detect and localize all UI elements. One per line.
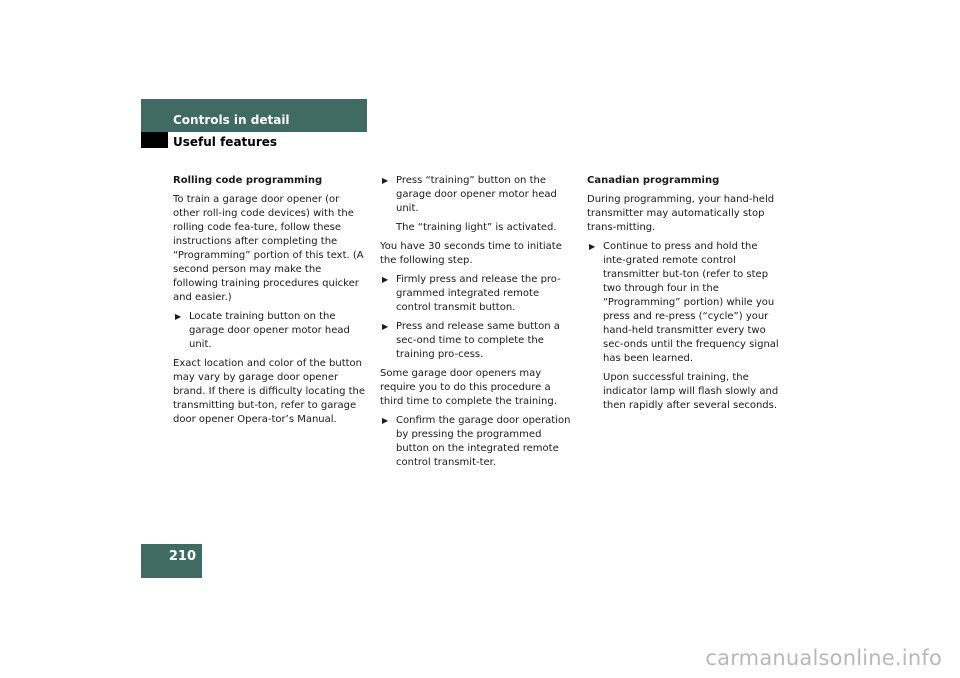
step-text: Firmly press and release the pro-grammed integrated remote control transmit button. [396, 274, 561, 313]
paragraph-heading: Canadian programming [587, 175, 720, 186]
body-paragraph: To train a garage door opener (or other roll-ing code devices) with the rolling code fea-ture, follow these instructions after completing the “Programming” portion of this text. (A second person may make the following training procedures quicker and easier.) [173, 194, 364, 303]
body-paragraph: Exact location and color of the button may vary by garage door opener brand. If there is difficulty locating the transmitting but-ton, refer to garage door opener Opera-tor’s Manual. [173, 358, 366, 425]
watermark-text: carmanualsonline.info [705, 646, 942, 670]
triangle-right-icon: ▶ [382, 416, 389, 425]
step-text: Press and release same button a sec-ond time to complete the training pro-cess. [396, 321, 560, 360]
paragraph-heading: Rolling code programming [173, 175, 323, 186]
subsection-title: Useful features [173, 135, 278, 149]
result-note: Upon successful training, the indicator lamp will flash slowly and then rapidly after several seconds. [603, 372, 779, 411]
step-text: Continue to press and hold the inte-grated remote control transmitter but-ton (refer to step two through four in the “Programming” portion) while you press and re-press (“cycle”) your hand-held transmitter every two sec-onds until the frequency signal has been learned. [603, 241, 779, 364]
body-paragraph: You have 30 seconds time to initiate the following step. [380, 241, 562, 266]
instruction-step [380, 414, 576, 470]
text-column-3 [587, 174, 783, 418]
step-text: Press “training” button on the garage door opener motor head unit. [396, 175, 557, 214]
triangle-right-icon: ▶ [382, 322, 389, 331]
instruction-step [380, 273, 576, 315]
result-note: The “training light” is activated. [396, 222, 557, 233]
step-text: Locate training button on the garage door opener motor head unit. [189, 311, 350, 350]
instruction-step [173, 310, 369, 352]
triangle-right-icon: ▶ [382, 176, 389, 185]
body-paragraph: During programming, your hand-held transmitter may automatically stop trans-mitting. [587, 194, 775, 233]
body-paragraph: Some garage door openers may require you to do this procedure a third time to complete the training. [380, 368, 557, 407]
page-number: 210 [168, 549, 196, 564]
triangle-right-icon: ▶ [382, 275, 389, 284]
instruction-step [380, 320, 576, 362]
page-number-box [141, 544, 202, 578]
text-column-1 [173, 174, 369, 432]
step-text: Confirm the garage door operation by pressing the programmed button on the integrated remote control transmit-ter. [396, 415, 571, 468]
triangle-right-icon: ▶ [175, 312, 182, 321]
header-corner-block [141, 132, 168, 148]
triangle-right-icon: ▶ [589, 242, 596, 251]
instruction-step [380, 174, 576, 216]
section-title: Controls in detail [173, 113, 290, 127]
instruction-step [587, 240, 783, 366]
text-column-2 [380, 174, 576, 475]
